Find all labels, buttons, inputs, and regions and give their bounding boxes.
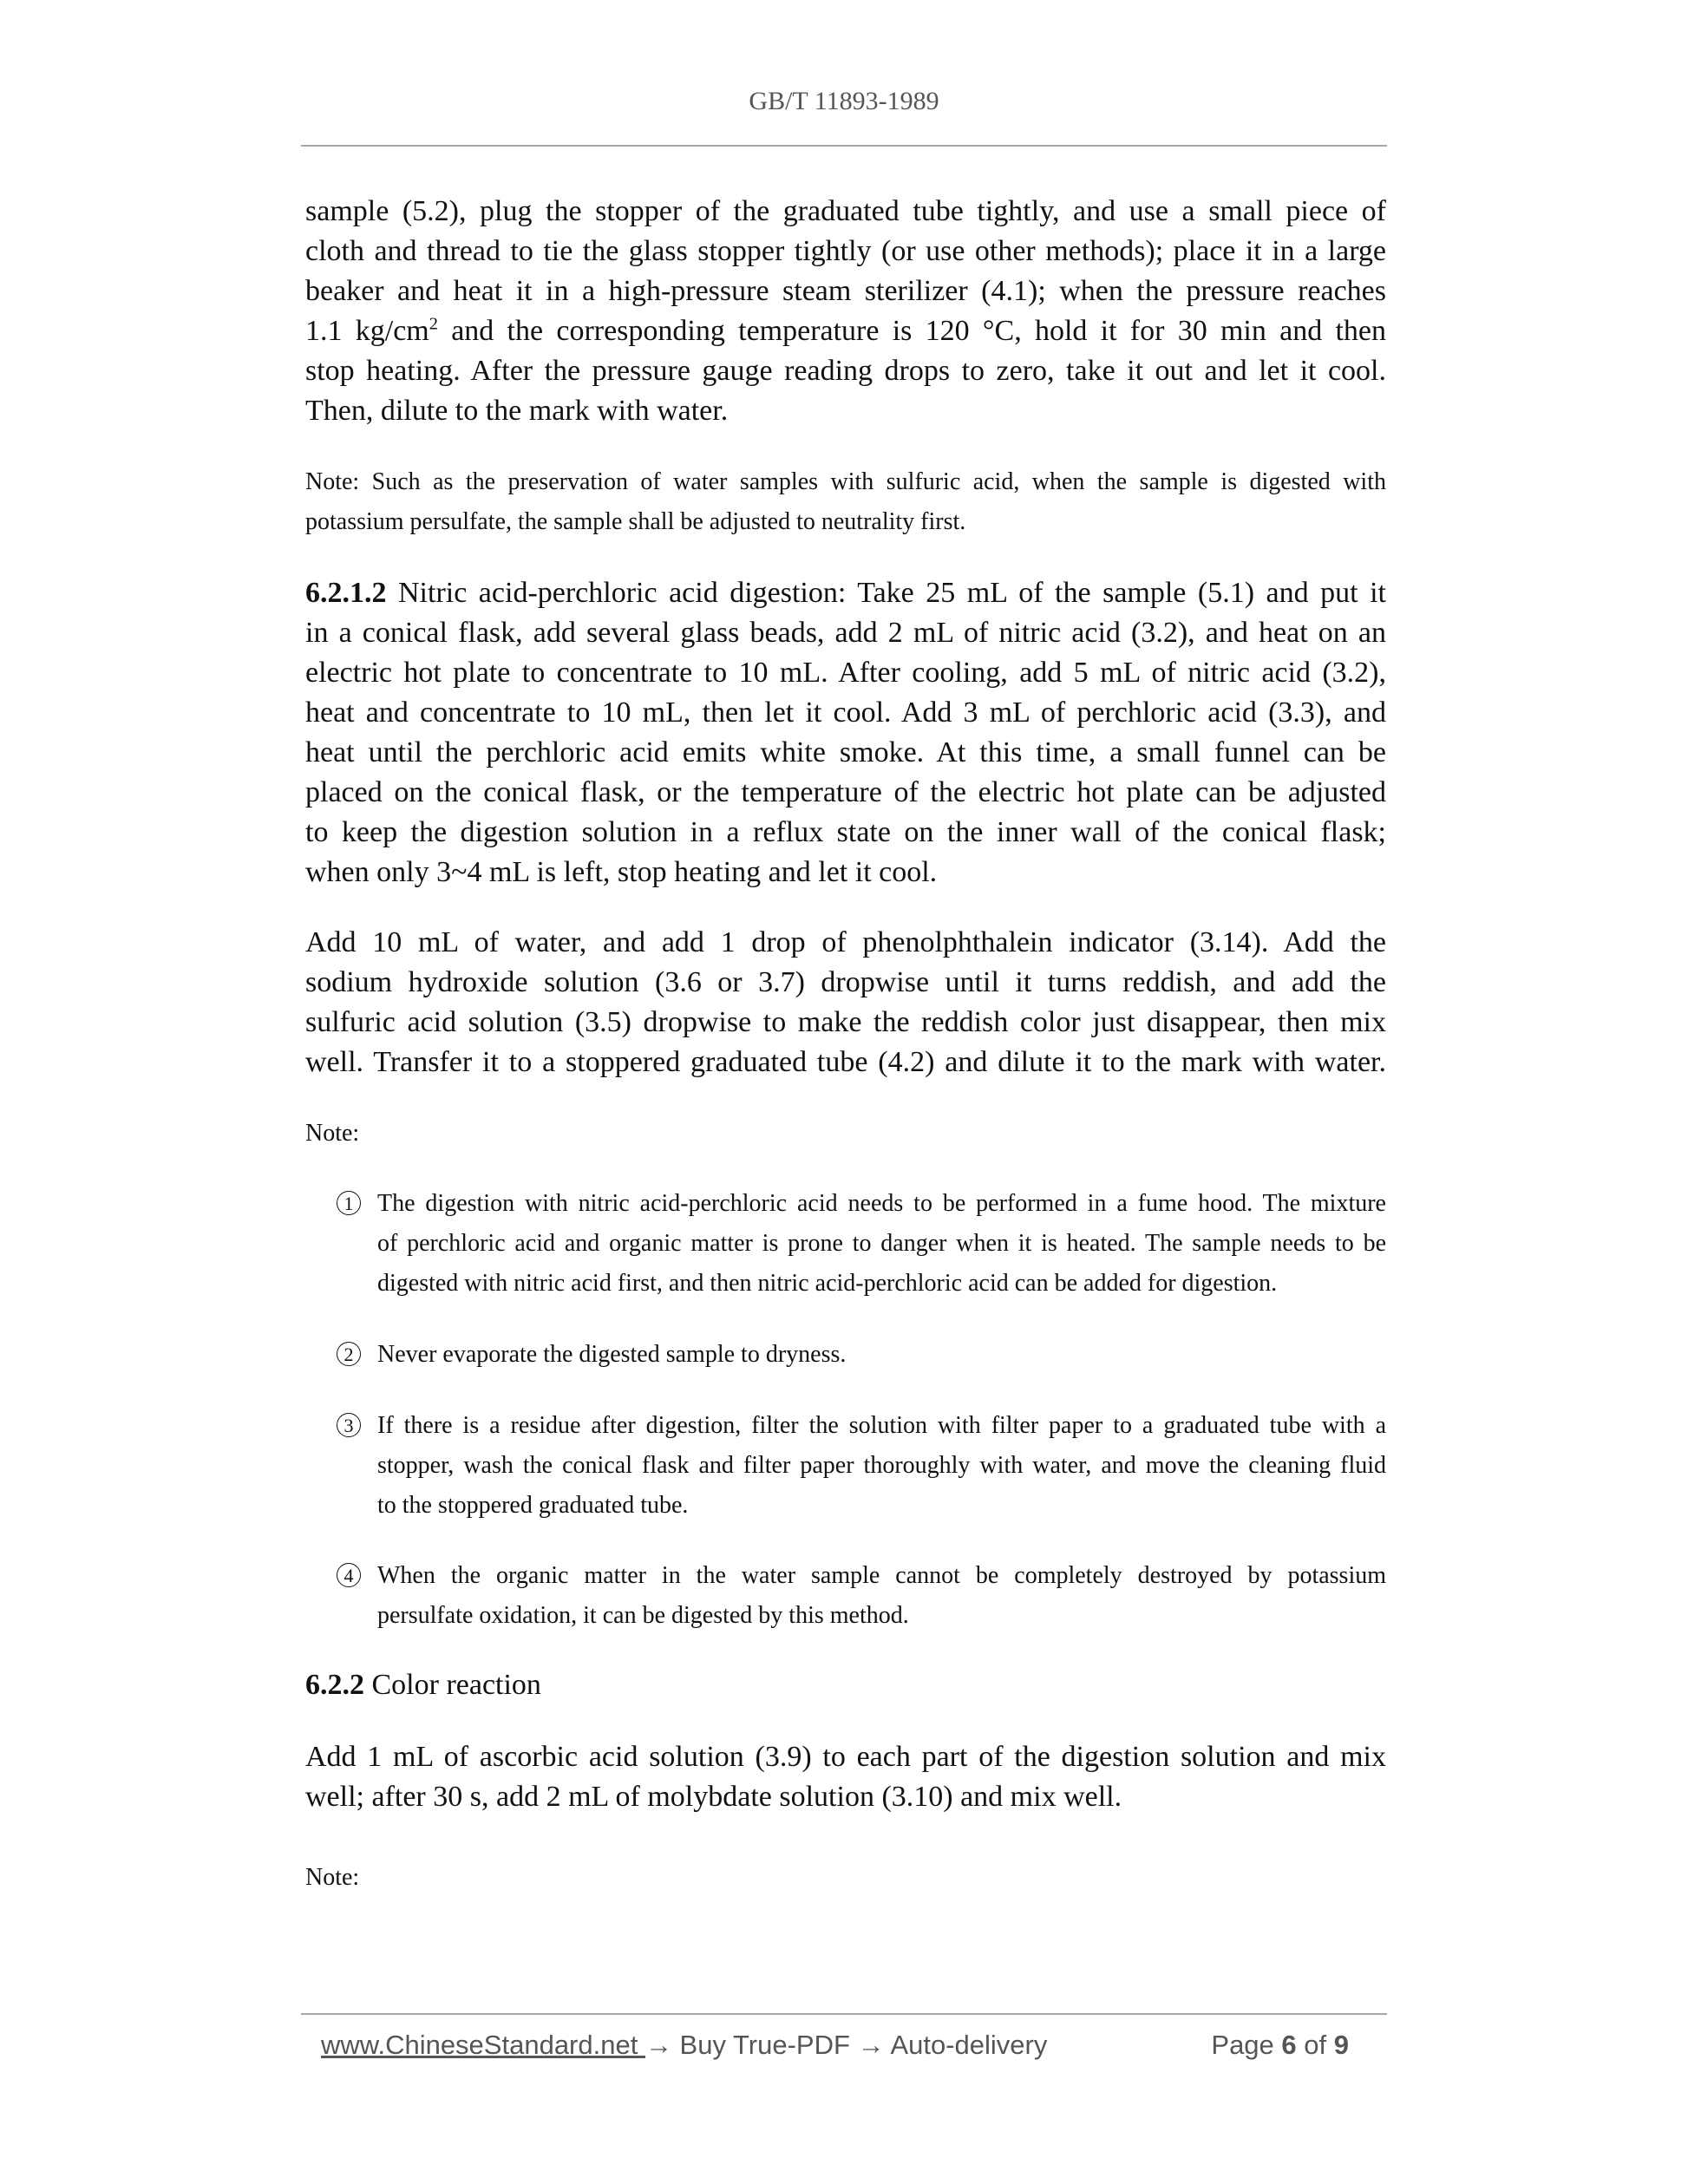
text-line: when only 3~4 mL is left, stop heating and let it cool. — [305, 856, 938, 888]
current-page: 6 — [1281, 2030, 1297, 2060]
page-of-label: of — [1296, 2030, 1334, 2060]
text-line: beaker and heat it in a high-pressure steam sterilizer (4.1); when the pressure reaches — [305, 275, 1386, 307]
note-item-body — [377, 1184, 1386, 1304]
text-fragment: Nitric acid-perchloric acid digestion: Take 25 mL of the sample (5.1) and put it — [386, 577, 1386, 609]
arrow-right-icon: → — [644, 2030, 672, 2060]
note-line: stopper, wash the conical flask and filter paper thoroughly with water, and move the cleaning fluid — [377, 1452, 1386, 1479]
arrow-right-icon: → — [857, 2030, 885, 2060]
note-label — [305, 1858, 1386, 1898]
note-line: Never evaporate the digested sample to dryness. — [377, 1341, 847, 1368]
note-line: digested with nitric acid first, and then nitric acid-perchloric acid can be added for digestion. — [377, 1270, 1278, 1297]
note-item-body — [377, 1406, 1386, 1526]
pressure-value: 1.1 kg/cm — [305, 315, 429, 347]
text-fragment: and the corresponding temperature is 120 °C, hold it for 30 min and then — [437, 315, 1387, 347]
note-line: of perchloric acid and organic matter is prone to danger when it is heated. The sample needs to be — [377, 1230, 1386, 1257]
text-line: sulfuric acid solution (3.5) dropwise to make the reddish color just disappear, then mix — [305, 1006, 1386, 1038]
note-line: The digestion with nitric acid-perchloric acid needs to be performed in a fume hood. The mixture — [377, 1190, 1386, 1217]
text-line: heat until the perchloric acid emits white smoke. At this time, a small funnel can be — [305, 736, 1386, 768]
section-title: Color reaction — [364, 1669, 541, 1701]
section-number: 6.2.2 — [305, 1669, 364, 1701]
text-line: cloth and thread to tie the glass stopper tightly (or use other methods); place it in a large — [305, 235, 1386, 267]
text-line: heat and concentrate to 10 mL, then let it cool. Add 3 mL of perchloric acid (3.3), and — [305, 696, 1386, 729]
header-divider — [301, 145, 1387, 147]
document-header-title: GB/T 11893-1989 — [749, 87, 939, 115]
buy-true-pdf-text: Buy True-PDF — [671, 2030, 858, 2060]
text-line: electric hot plate to concentrate to 10 mL. After cooling, add 5 mL of nitric acid (3.2), — [305, 657, 1386, 689]
text-line: well; after 30 s, add 2 mL of molybdate solution (3.10) and mix well. — [305, 1781, 1122, 1813]
text-line: sodium hydroxide solution (3.6 or 3.7) dropwise until it turns reddish, and add the — [305, 966, 1386, 998]
note-label-text: Note: — [305, 1864, 360, 1891]
section-6-2-2-heading — [305, 1665, 1386, 1705]
note-line: Note: Such as the preservation of water samples with sulfuric acid, when the sample is digested with — [305, 468, 1386, 495]
footer-divider — [301, 2013, 1387, 2015]
circled-number: 3 — [337, 1406, 371, 1446]
footer-promo — [321, 2030, 1047, 2061]
circled-number: 1 — [337, 1184, 371, 1224]
text-line: Then, dilute to the mark with water. — [305, 395, 729, 427]
circled-number: 2 — [337, 1335, 371, 1375]
text-line: stop heating. After the pressure gauge reading drops to zero, take it out and let it cool. — [305, 355, 1386, 387]
paragraph-color-reaction — [305, 1737, 1386, 1817]
auto-delivery-text: Auto-delivery — [884, 2030, 1048, 2060]
page-label: Page — [1211, 2030, 1282, 2060]
paragraph-neutralization — [305, 923, 1386, 1082]
text-line: placed on the conical flask, or the temperature of the electric hot plate can be adjusted — [305, 776, 1386, 808]
note-label-text: Note: — [305, 1120, 360, 1147]
superscript: 2 — [429, 314, 438, 334]
text-line — [305, 311, 1386, 351]
text-line: to keep the digestion solution in a reflux state on the inner wall of the conical flask; — [305, 816, 1386, 848]
total-pages: 9 — [1333, 2030, 1349, 2060]
section-first-line — [305, 573, 1386, 613]
section-heading — [305, 1665, 1386, 1705]
page-footer — [321, 2030, 1371, 2064]
circled-number: 4 — [337, 1556, 371, 1596]
page-indicator — [1211, 2030, 1349, 2061]
text-line: Add 10 mL of water, and add 1 drop of phenolphthalein indicator (3.14). Add the — [305, 926, 1386, 958]
note-line: potassium persulfate, the sample shall be adjusted to neutrality first. — [305, 508, 966, 535]
text-line: Add 1 mL of ascorbic acid solution (3.9) to each part of the digestion solution and mix — [305, 1741, 1386, 1773]
note-item-body — [377, 1335, 1386, 1375]
note-sulfuric-acid — [305, 462, 1386, 542]
note-item-body — [377, 1556, 1386, 1636]
note-line: When the organic matter in the water sample cannot be completely destroyed by potassium — [377, 1562, 1386, 1589]
text-line: in a conical flask, add several glass beads, add 2 mL of nitric acid (3.2), and heat on an — [305, 617, 1386, 649]
note-line: to the stoppered graduated tube. — [377, 1492, 689, 1519]
text-line: sample (5.2), plug the stopper of the graduated tube tightly, and use a small piece of — [305, 195, 1386, 227]
paragraph-sterilizer-digestion — [305, 192, 1386, 431]
section-6-2-1-2 — [305, 573, 1386, 893]
note-label — [305, 1114, 1386, 1154]
chinesestandard-link[interactable]: www.ChineseStandard.net — [321, 2030, 645, 2060]
section-number: 6.2.1.2 — [305, 577, 387, 609]
note-line: If there is a residue after digestion, filter the solution with filter paper to a graduated tube with a — [377, 1412, 1386, 1439]
text-line: well. Transfer it to a stoppered graduated tube (4.2) and dilute it to the mark with water. — [305, 1046, 1386, 1078]
note-line: persulfate oxidation, it can be digested by this method. — [377, 1602, 909, 1629]
